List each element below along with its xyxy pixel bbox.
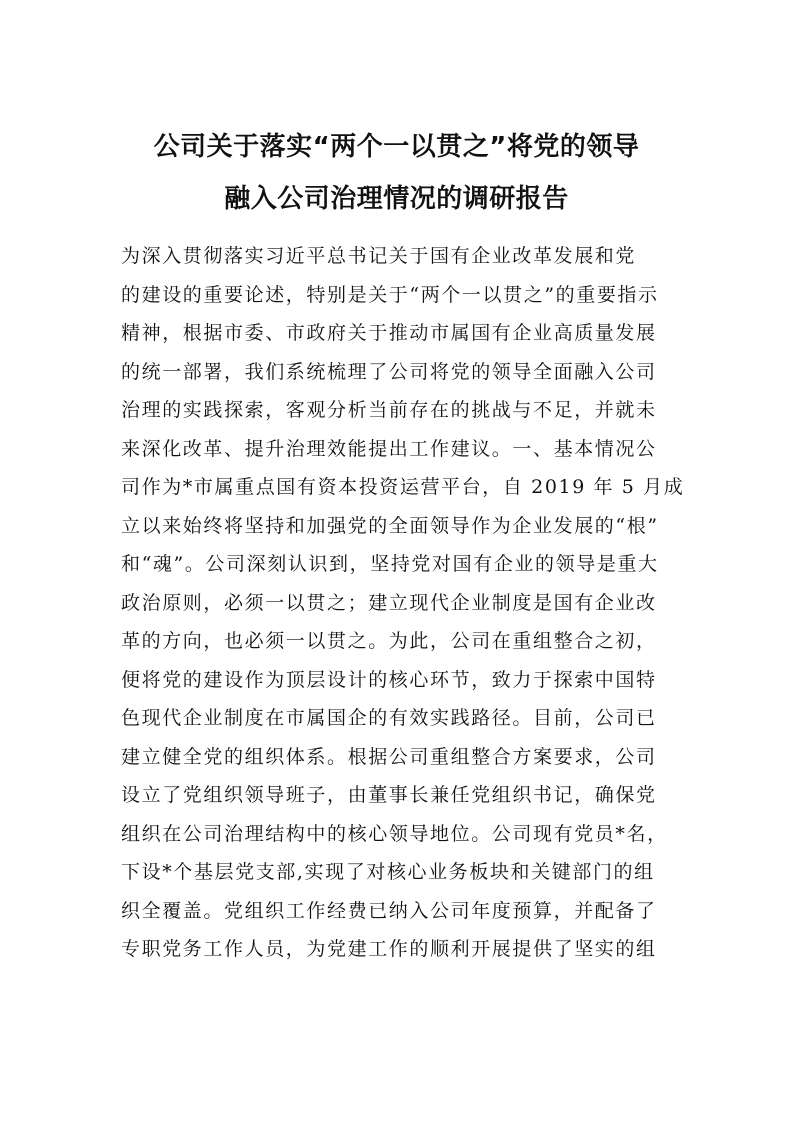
body-line-7: 司作为*市属重点国有资本投资运营平台，自 2019 年 5 月成 <box>121 476 685 498</box>
body-line-11: 革的方向，也必须一以贯之。为此，公司在重组整合之初， <box>121 630 657 652</box>
body-line-14: 建立健全党的组织体系。根据公司重组整合方案要求，公司 <box>121 745 657 768</box>
body-line-8: 立以来始终将坚持和加强党的全面领导作为企业发展的“根” <box>121 514 659 537</box>
body-line-9: 和“魂”。公司深刻认识到，坚持党对国有企业的领导是重大 <box>121 553 659 575</box>
body-line-17: 下设*个基层党支部,实现了对核心业务板块和关键部门的组 <box>121 861 655 883</box>
report-title-line-1: 公司关于落实“两个一以贯之”将党的领导 <box>153 132 640 162</box>
report-body <box>121 237 685 969</box>
report-title-line-2: 融入公司治理情况的调研报告 <box>224 184 569 214</box>
body-line-15: 设立了党组织领导班子，由董事长兼任党组织书记，确保党 <box>121 784 657 806</box>
body-line-1: 为深入贯彻落实习近平总书记关于国有企业改革发展和党 <box>121 245 637 267</box>
body-line-5: 治理的实践探索，客观分析当前存在的挑战与不足，并就未 <box>121 399 657 421</box>
body-line-16: 组织在公司治理结构中的核心领导地位。公司现有党员*名， <box>121 822 668 845</box>
body-line-13: 色现代企业制度在市属国企的有效实践路径。目前，公司已 <box>121 707 657 729</box>
body-line-19: 专职党务工作人员，为党建工作的顺利开展提供了坚实的组 <box>121 938 657 960</box>
body-line-3: 精神，根据市委、市政府关于推动市属国有企业高质量发展 <box>121 322 657 344</box>
body-line-18: 织全覆盖。党组织工作经费已纳入公司年度预算，并配备了 <box>121 899 657 922</box>
body-line-10: 政治原则，必须一以贯之；建立现代企业制度是国有企业改 <box>121 591 657 614</box>
body-line-2: 的建设的重要论述，特别是关于“两个一以贯之”的重要指示 <box>121 283 659 306</box>
body-line-4: 的统一部署，我们系统梳理了公司将党的领导全面融入公司 <box>121 360 657 383</box>
body-line-6: 来深化改革、提升治理效能提出工作建议。一、基本情况公 <box>121 437 657 460</box>
body-line-12: 便将党的建设作为顶层设计的核心环节，致力于探索中国特 <box>121 668 657 691</box>
